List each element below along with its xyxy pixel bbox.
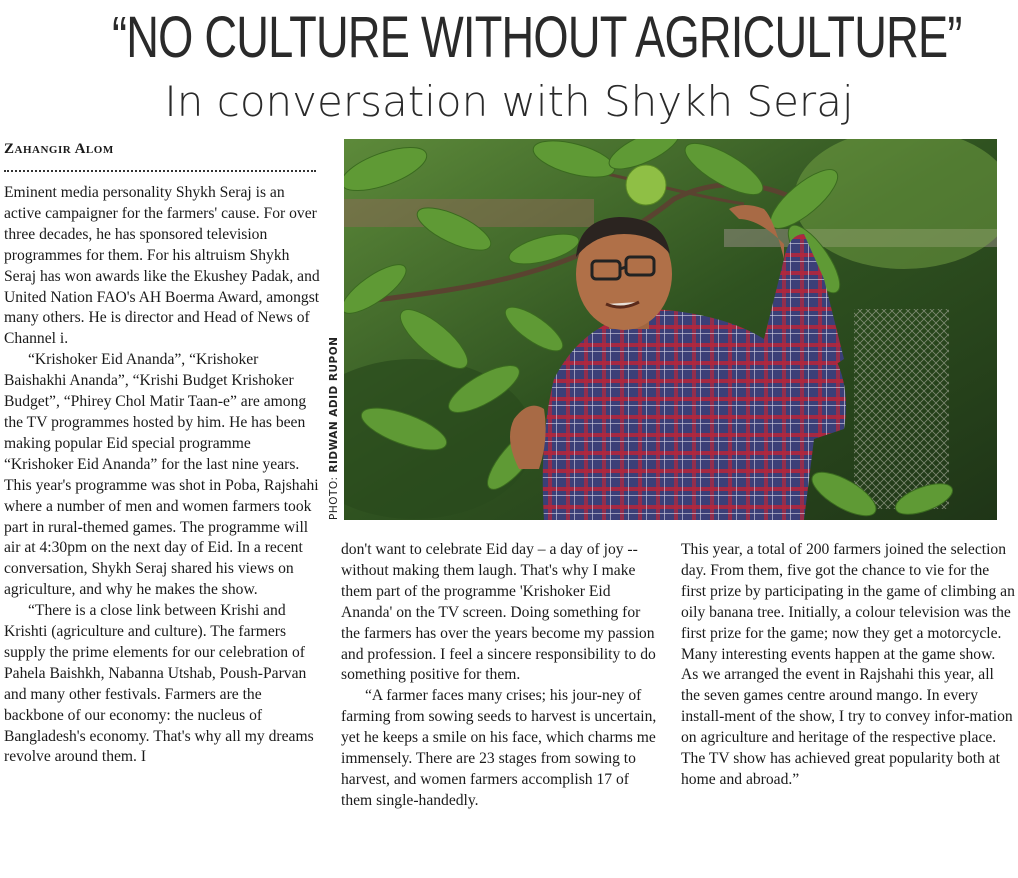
photo-credit-name: RIDWAN ADID RUPON — [328, 336, 340, 473]
paragraph: “There is a close link between Krishi and Krishti (agriculture and culture). The farmers supply the prime elements for our celebration of Pahela Baishkh, Nabanna Utshab, Poush-Parvan and many other festivals. Farmers are the backbone of our economy: the nucleus of Bangladesh's economy. That's why all my dreams revolve around them. I — [4, 602, 314, 766]
paragraph: “Krishoker Eid Ananda”, “Krishoker Baishakhi Ananda”, “Krishi Budget Krishoker Budget”, “Phirey Chol Matir Taan-e” are among the TV programmes hosted by him. He has been making popular Eid special programme “Krishoker Eid Ananda” for the last nine years. This year's programme was shot in Poba, Rajshahi where a number of men and women farmers took part in rural-themed games. The programme will air at 4:30pm on the next day of Eid. In a recent conversation, Shykh Seraj shared his views on agriculture, and why he makes the show. — [4, 351, 319, 599]
paragraph: don't want to celebrate Eid day – a day of joy -- without making them laugh. That's why I make them part of the programme 'Krishoker Eid Ananda' on the TV screen. Doing something for the farmers has over the years become my passion and profession. I feel a sincere responsibility to do something positive for them. — [341, 541, 656, 684]
byline: Zahangir Alom — [4, 141, 114, 157]
photo-credit-prefix: PHOTO: — [328, 472, 340, 520]
photo-illustration — [344, 139, 997, 520]
article-column-1 — [4, 183, 320, 768]
article-photo — [344, 139, 997, 520]
article-column-3 — [681, 540, 1015, 791]
paragraph: This year, a total of 200 farmers joined the selection day. From them, five got the chance to vie for the first prize by participating in the game of climbing an oily banana tree. Initially, a colour television was the first prize for the game; now they get a motorcycle. Many interesting events happen at the game show. As we arranged the event in Rajshahi this year, all the seven games centre around mango. In every install-ment of the show, I try to convey infor-mation on agriculture and heritage of the respective place. The TV show has achieved great popularity both at home and abroad.” — [681, 541, 1015, 788]
headline: “NO CULTURE WITHOUT AGRICULTURE” — [111, 5, 962, 70]
paragraph: “A farmer faces many crises; his jour-ney of farming from sowing seeds to harvest is uncertain, yet he keeps a smile on his face, which charms me immensely. There are 23 stages from sowing to harvest, and women farmers accomplish 17 of them single-handedly. — [341, 687, 657, 809]
paragraph: Eminent media personality Shykh Seraj is an active campaigner for the farmers' cause. For over three decades, he has sponsored television programmes for them. For his altruism Shykh Seraj has won awards like the Ekushey Padak, and United Nation FAO's AH Boerma Award, amongst many others. He is director and Head of News of Channel i. — [4, 184, 320, 348]
byline-divider — [4, 170, 316, 172]
photo-credit — [328, 320, 342, 520]
subheadline: In conversation with Shykh Seraj — [164, 77, 854, 126]
article-column-2 — [341, 540, 659, 812]
